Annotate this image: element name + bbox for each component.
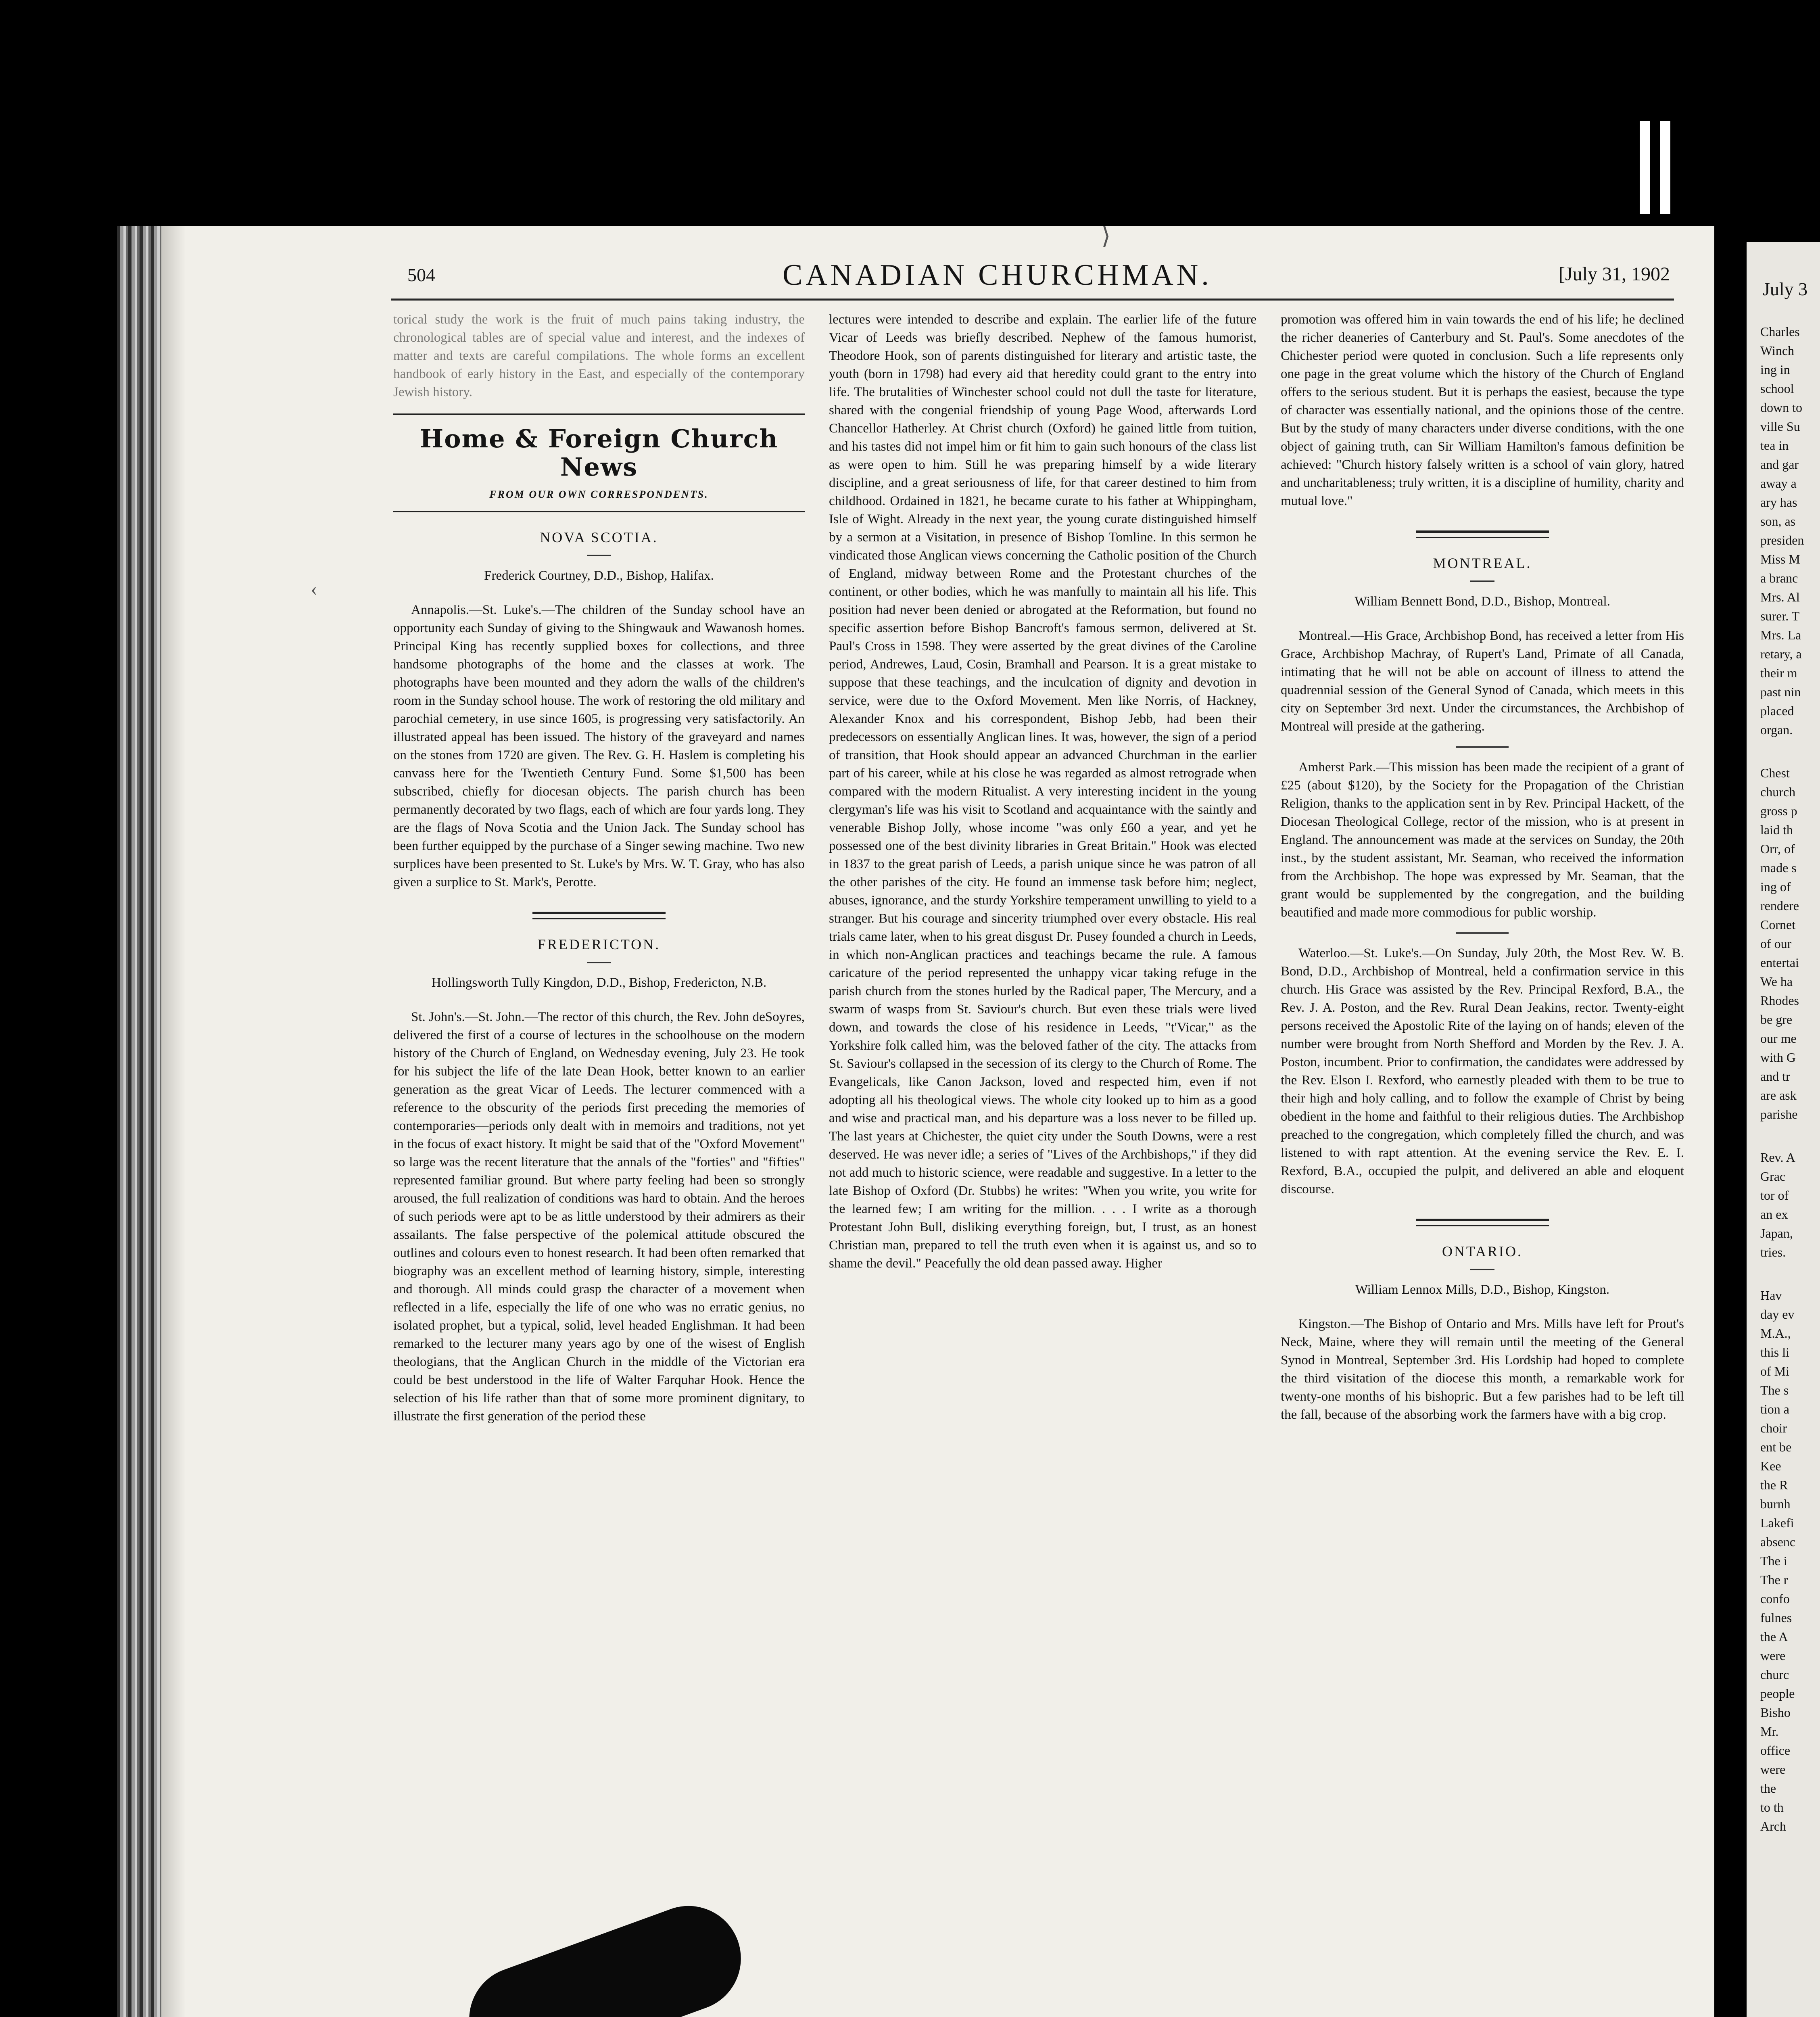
section-divider bbox=[1416, 1219, 1549, 1226]
adjacent-page-fragment: choir bbox=[1760, 1421, 1787, 1435]
issue-date: [July 31, 1902 bbox=[1559, 263, 1670, 285]
newspaper-title: CANADIAN CHURCHMAN. bbox=[783, 259, 1212, 292]
column-1 bbox=[393, 311, 805, 1431]
adjacent-page-fragment: Chest bbox=[1760, 766, 1790, 780]
adjacent-page-fragment: the A bbox=[1760, 1629, 1788, 1644]
pen-mark: ⟩ bbox=[1101, 226, 1111, 249]
adjacent-page-fragment: people bbox=[1760, 1686, 1795, 1701]
adjacent-page-fragment: tea in bbox=[1760, 438, 1789, 453]
bishop-line-montreal: William Bennett Bond, D.D., Bishop, Montreal. bbox=[1355, 594, 1610, 609]
adjacent-page-fragment: The s bbox=[1760, 1383, 1789, 1397]
page-number: 504 bbox=[407, 265, 435, 285]
section-banner bbox=[393, 413, 805, 512]
adjacent-page-fragment: Winch bbox=[1760, 343, 1795, 358]
adjacent-page-date: July 3 bbox=[1763, 279, 1808, 299]
adjacent-page-fragment: Arch bbox=[1760, 1819, 1786, 1833]
diocese-heading-fredericton: FREDERICTON. bbox=[537, 936, 661, 952]
newspaper-page bbox=[117, 226, 1714, 2017]
adjacent-page-fragment: Mrs. La bbox=[1760, 628, 1801, 642]
adjacent-page-fragment: Kee bbox=[1760, 1459, 1781, 1473]
adjacent-page-fragment: Japan, bbox=[1760, 1226, 1793, 1240]
adjacent-page-edge bbox=[1747, 242, 1820, 2017]
adjacent-page-fragment: this li bbox=[1760, 1345, 1790, 1359]
news-paragraph-dean-hook: lectures were intended to describe and explain. The earlier life of the future Vicar of Leeds was briefly described. Nephew of the famous humorist, Theodore Hook, son of parents distinguished for literary and artistic taste, the youth (born in 1798) had every aid that heredity could grant to the entry into life. The brutalities of Winchester school could not dull the taste for literature, shared with the congenial friendship of young Page Wood, afterwards Lord Chancellor Hatherley. At Christ church (Oxford) he gained little from tuition, and his tastes did not impel him or fit him to gain such honours of the class list as were open to him. Still he was preparing himself by a wide literary discipline, and a great seriousness of life, for that career destined to him from childhood. Ordained in 1821, he became curate to his father at Whippingham, Isle of Wight. Already in the next year, the young curate distinguished himself by a sermon at a Visitation, in presence of Bishop Tomline. In this sermon he vindicated those Anglican views concerning the Catholic position of the Church of England, midway between Rome and the Protestant churches of the continent, or other bodies, which he was manfully to maintain all his life. This position had never been denied or abrogated at the Reformation, but found no specific assertion before Bishop Bancroft's famous sermon, delivered at St. Paul's Cross in 1598. They were asserted by the great divines of the Caroline period, Andrewes, Laud, Cosin, Bramhall and Pearson. It is a great mistake to suppose that these teachings, and the inculcation of dignity and devotion in service, were due to the Oxford Movement. Men like Norris, of Hackney, Alexander Knox and his correspondent, Bishop Jebb, had been their predecessors on essentially Anglican lines. It was, however, the sign of a period of transition, that Hook should appear an advanced Churchman in the earlier part of his career, while at his close he was regarded as almost retrograde when compared with the modern Ritualist. A very interesting incident in the young clergyman's life was his visit to Scotland and acquaintance with the saintly and venerable Bishop Jolly, whose income "was only £60 a year, and yet he possessed one of the best divinity libraries in Great Britain." Hook was elected in 1837 to the great parish of Leeds, a parish unique since he was patron of all the other parishes of the city. He found an immense task before him; neglect, abuses, ignorance, and the sturdy Yorkshire temperament unwilling to yield to a stranger. But his courage and sincerity triumphed over every obstacle. His real trials came later, when to his great disgust Dr. Pusey founded a church in Leeds, in which non-Anglican practices and teachings became the rule. A famous caricature of the period represented the unhappy vicar taking refuge in the parish church from the stones hurled by the Radical paper, The Mercury, and a swarm of wasps from St. Saviour's church. But even these trials were lived down, and towards the close of his residence in Leeds, "t'Vicar," as the Yorkshire folk called him, was the beloved father of the city. The attacks from St. Saviour's collapsed in the secession of its clergy to the Church of Rome. The Evangelicals, like Canon Jackson, loved and respected him, even if not adopting all his theological views. The whole city looked up to him as a good and wise and practical man, and his departure was a loss never to be filled up. The last years at Chichester, the quiet city under the South Downs, were a rest deserved. He was never idle; a series of "Lives of the Archbishops," if they did not add much to historic science, were readable and suggestive. In a letter to the late Bishop of Oxford (Dr. Stubbs) he writes: "When you write, you write for the learned few; I am writing for the million. . . . I write as a thorough Protestant John Bull, disliking everything foreign, but, I trust, as an honest Christian man, prepared to tell the truth even when it is against us, and so to shame the devil." Peacefully the old dean passed away. Higher bbox=[829, 312, 1256, 1271]
adjacent-page-fragment: Orr, of bbox=[1760, 841, 1795, 856]
heading-dash bbox=[1470, 580, 1494, 582]
page-gutter bbox=[117, 226, 161, 2017]
news-paragraph-continued: promotion was offered him in vain towards the end of his life; he declined the richer deaneries of Canterbury and St. Paul's. Some anecdotes of the Chichester period were quoted in conclusion. Such a life represents only one page in the great volume which the history of the Church of England offers to the serious student. But it is perhaps the easiest, because the type of character was essentially national, and the opinions those of the centre. But by the study of many characters under diverse conditions, with the one object of gaining truth, can Sir William Hamilton's famous definition be achieved: "Church history falsely written is a school of vain glory, hatred and uncharitableness; truly written, it is a discipline of humility, charity and mutual love." bbox=[1281, 312, 1684, 508]
adjacent-page-fragment: made s bbox=[1760, 860, 1797, 875]
adjacent-page-fragment: Bisho bbox=[1760, 1705, 1791, 1720]
section-divider bbox=[1416, 530, 1549, 538]
adjacent-page-fragment: the bbox=[1760, 1781, 1776, 1796]
adjacent-page-fragment: placed bbox=[1760, 704, 1794, 718]
adjacent-page-fragment: burnh bbox=[1760, 1497, 1791, 1511]
margin-mark: ‹ bbox=[311, 577, 317, 600]
adjacent-page-fragment: fulnes bbox=[1760, 1610, 1792, 1625]
adjacent-page-fragment: are ask bbox=[1760, 1088, 1797, 1102]
diocese-heading-ontario: ONTARIO. bbox=[1442, 1243, 1523, 1259]
diocese-heading-nova-scotia: NOVA SCOTIA. bbox=[540, 529, 658, 545]
adjacent-page-fragment: down to bbox=[1760, 400, 1802, 415]
adjacent-page-fragment: gross p bbox=[1760, 804, 1797, 818]
adjacent-page-fragment: ent be bbox=[1760, 1440, 1792, 1454]
adjacent-page-fragment: son, as bbox=[1760, 514, 1796, 528]
adjacent-page-fragment: office bbox=[1760, 1743, 1791, 1758]
news-paragraph-amherst-park: Amherst Park.—This mission has been made the recipient of a grant of £25 (about $120), by the Society for the Propagation of the Christian Religion, thanks to the application sent in by Rev. Principal Hackett, of the Diocesan Theological College, rector of the mission, who is at present in England. The announcement was made at the services on Sunday, the 20th inst., by the student assistant, Mr. Seaman, who received the information from the Archbishop. The hope was expressed by Mr. Seaman, that the grant would be supplemented by the congregation, and the building beautified and made more commodious for public worship. bbox=[1281, 760, 1684, 920]
adjacent-page-fragment: surer. T bbox=[1760, 609, 1800, 623]
bishop-line-fredericton: Hollingsworth Tully Kingdon, D.D., Bishop, Fredericton, N.B. bbox=[431, 975, 767, 990]
adjacent-page-fragment: church bbox=[1760, 785, 1796, 799]
adjacent-page-fragment: M.A., bbox=[1760, 1326, 1791, 1340]
column-2 bbox=[829, 311, 1256, 1278]
adjacent-page-fragment: Rev. A bbox=[1760, 1150, 1795, 1165]
adjacent-page-fragment: an ex bbox=[1760, 1207, 1788, 1221]
adjacent-page-fragment: past nin bbox=[1760, 685, 1801, 699]
gutter-shadow bbox=[161, 226, 186, 2017]
adjacent-page-fragment: were bbox=[1760, 1648, 1786, 1663]
bishop-line-nova-scotia: Frederick Courtney, D.D., Bishop, Halifax. bbox=[484, 568, 714, 583]
adjacent-page-fragment: Mrs. Al bbox=[1760, 590, 1800, 604]
adjacent-page-fragment: a branc bbox=[1760, 571, 1798, 585]
adjacent-page-fragment: Miss M bbox=[1760, 552, 1800, 566]
adjacent-page-fragment: be gre bbox=[1760, 1012, 1793, 1027]
adjacent-page-fragment: to th bbox=[1760, 1800, 1784, 1814]
section-title: Home & Foreign Church News bbox=[420, 424, 779, 482]
heading-dash bbox=[1470, 1269, 1494, 1270]
adjacent-page-fragment: our me bbox=[1760, 1031, 1797, 1046]
scan-mark bbox=[1640, 121, 1650, 214]
adjacent-page-fragment: ing in bbox=[1760, 362, 1790, 377]
adjacent-page-fragment: of our bbox=[1760, 936, 1792, 951]
scan-mark bbox=[1660, 121, 1670, 214]
paragraph-rule bbox=[1456, 746, 1509, 748]
news-paragraph-waterloo: Waterloo.—St. Luke's.—On Sunday, July 20th, the Most Rev. W. B. Bond, D.D., Archbishop of Montreal, held a confirmation service in this church. His Grace was assisted by the Rev. Principal Rexford, B.A., the Rev. J. A. Poston, and the Rev. Rural Dean Jeakins, rector. Twenty-eight persons received the Apostolic Rite of the laying on of hands; eleven of the number were brought from North Shefford and Morden by the Rev. J. A. Poston, incumbent. Prior to confirmation, the candidates were addressed by the Rev. Elson I. Rexford, who earnestly pleaded with them to be true to their high and holy calling, and to follow the example of Christ by being obedient in the home and faithful to their religious duties. The Archbishop preached to the congregation, which completely filled the church, and was listened to with rapt attention. At the evening service the Rev. E. I. Rexford, B.A., occupied the pulpit, and delivered an able and eloquent discourse. bbox=[1281, 946, 1684, 1196]
news-paragraph-montreal: Montreal.—His Grace, Archbishop Bond, has received a letter from His Grace, Archbishop Machray, of Rupert's Land, Primate of all Canada, intimating that he will not be able on account of illness to attend the quadrennial session of the General Synod of Canada, which meets in this city on September 3rd next. Under the circumstances, the Archbishop of Montreal will preside at the gathering. bbox=[1281, 628, 1684, 734]
adjacent-page-fragment: entertai bbox=[1760, 955, 1799, 970]
adjacent-page-fragment: Rhodes bbox=[1760, 993, 1799, 1008]
adjacent-page-fragment: the R bbox=[1760, 1478, 1788, 1492]
news-paragraph-annapolis: Annapolis.—St. Luke's.—The children of the Sunday school have an opportunity each Sunday of giving to the Shingwauk and Wawanosh homes. Principal King has recently supplied boxes for collections, and three handsome photographs of the home and the classes at work. The photographs have been mounted and they adorn the walls of the children's room in the Sunday school house. The work of restoring the old military and parochial cemetery, in use since 1605, is progressing very satisfactorily. An illustrated appeal has been issued. The history of the graveyard and names on the stones from 1720 are given. The Rev. G. H. Haslem is completing his canvass here for the Twentieth Century Fund. Some $1,500 has been subscribed, chiefly for diocesan objects. The parish church has been permanently decorated by two flags, each of which are four yards long. They are the flags of Nova Scotia and the Union Jack. The Sunday school has been further equipped by the purchase of a Singer sewing machine. Two new surplices have been presented to St. Luke's by Mrs. W. T. Gray, who has also given a surplice to St. Mark's, Perotte. bbox=[393, 603, 805, 889]
heading-dash bbox=[587, 555, 611, 556]
adjacent-page-fragment: retary, a bbox=[1760, 647, 1802, 661]
adjacent-page-fragment: We ha bbox=[1760, 974, 1793, 989]
adjacent-page-fragment: their m bbox=[1760, 666, 1797, 680]
news-paragraph-st-john: St. John's.—St. John.—The rector of this church, the Rev. John deSoyres, delivered the first of a course of lectures in the schoolhouse on the modern history of the Church of England, on Wednesday evening, July 23. He took for his subject the life of the late Dean Hook, better known to an earlier generation as the great Vicar of Leeds. The lecturer commenced with a reference to the obscurity of the periods first preceding the memories of contemporaries—periods only dealt with in memoirs and traditions, not yet in the focus of exact history. It might be said that of the "Oxford Movement" so large was the recent literature that the annals of the "forties" and "fifties" represented familiar ground. But where party feeling had been so strongly aroused, the full realization of conditions was hard to obtain. And the heroes of such periods were apt to be as little understood by their admirers as their assailants. The false perspective of the polemical attitude obscured the outlines and colours even to honest research. It had been often remarked that biography was an excellent method of learning history, simple, interesting and thorough. All minds could grasp the character of a movement when reflected in a life, especially the life of one who was no erratic genius, no isolated prophet, but a typical, solid, level headed Englishman. It had been remarked to the lecturer many years ago by one of the wisest of English theologians, that the Anglican Church in the middle of the Victorian era could be best understood in the life of Walter Farquhar Hook. Hence the selection of his life rather than that of some more prominent dignitary, to illustrate the first generation of the period these bbox=[393, 1010, 805, 1424]
adjacent-page-fragment: tion a bbox=[1760, 1402, 1789, 1416]
adjacent-page-fragment: absenc bbox=[1760, 1535, 1796, 1549]
bishop-line-ontario: William Lennox Mills, D.D., Bishop, Kingston. bbox=[1355, 1282, 1610, 1297]
adjacent-page-fragment: Mr. bbox=[1760, 1724, 1779, 1739]
adjacent-page-fragment: with G bbox=[1760, 1050, 1796, 1065]
adjacent-page-fragment: day ev bbox=[1760, 1307, 1795, 1322]
column-3 bbox=[1281, 311, 1684, 1430]
adjacent-page-fragment: The r bbox=[1760, 1572, 1788, 1587]
adjacent-page-fragment: ary has bbox=[1760, 495, 1797, 509]
adjacent-page-fragment: away a bbox=[1760, 476, 1797, 491]
diocese-heading-montreal: MONTREAL. bbox=[1433, 555, 1532, 571]
adjacent-page-fragment: The i bbox=[1760, 1553, 1787, 1568]
section-subtitle: FROM OUR OWN CORRESPONDENTS. bbox=[489, 489, 709, 500]
adjacent-page-fragment: Lakefi bbox=[1760, 1516, 1794, 1530]
adjacent-page-fragment: presiden bbox=[1760, 533, 1804, 547]
adjacent-page-fragment: Hav bbox=[1760, 1288, 1782, 1303]
adjacent-page-fragment: parishe bbox=[1760, 1107, 1798, 1121]
adjacent-page-fragment: of Mi bbox=[1760, 1364, 1789, 1378]
adjacent-page-fragment: churc bbox=[1760, 1667, 1789, 1682]
adjacent-page-fragment: rendere bbox=[1760, 898, 1799, 913]
adjacent-page-fragment: organ. bbox=[1760, 722, 1793, 737]
adjacent-page-fragment: tor of bbox=[1760, 1188, 1789, 1203]
paragraph-rule bbox=[1456, 932, 1509, 934]
adjacent-page-fragment: Grac bbox=[1760, 1169, 1786, 1184]
adjacent-page-fragment: were bbox=[1760, 1762, 1786, 1777]
section-divider bbox=[532, 912, 666, 919]
news-paragraph-kingston: Kingston.—The Bishop of Ontario and Mrs. Mills have left for Prout's Neck, Maine, where they will remain until the meeting of the General Synod in Montreal, September 3rd. His Lordship had hoped to complete the third visitation of the diocese this month, a remarkable work for twenty-one months of his bishopric. But a few parishes had to be left till the fall, because of the absorbing work the farmers have with a big crop. bbox=[1281, 1317, 1684, 1422]
masthead bbox=[117, 226, 1714, 307]
article-ending: torical study the work is the fruit of much pains taking industry, the chronological tables are of special value and interest, and the indexes of matter and texts are careful compilations. The whole forms an excellent handbook of early history in the East, and especially of the contemporary Jewish history. bbox=[393, 312, 805, 399]
adjacent-page-fragment: and gar bbox=[1760, 457, 1799, 472]
adjacent-page-fragment: and tr bbox=[1760, 1069, 1790, 1084]
adjacent-page-fragment: tries. bbox=[1760, 1245, 1786, 1259]
masthead-rule bbox=[391, 299, 1674, 301]
heading-dash bbox=[587, 962, 611, 963]
adjacent-page-fragment: Charles bbox=[1760, 324, 1800, 339]
adjacent-page-fragment: Cornet bbox=[1760, 917, 1796, 932]
adjacent-page-fragment: laid th bbox=[1760, 823, 1793, 837]
adjacent-page-fragment: confo bbox=[1760, 1591, 1790, 1606]
adjacent-page-fragment: school bbox=[1760, 381, 1794, 396]
adjacent-page-fragment: ing of bbox=[1760, 879, 1791, 894]
adjacent-page-fragment: ville Su bbox=[1760, 419, 1800, 434]
